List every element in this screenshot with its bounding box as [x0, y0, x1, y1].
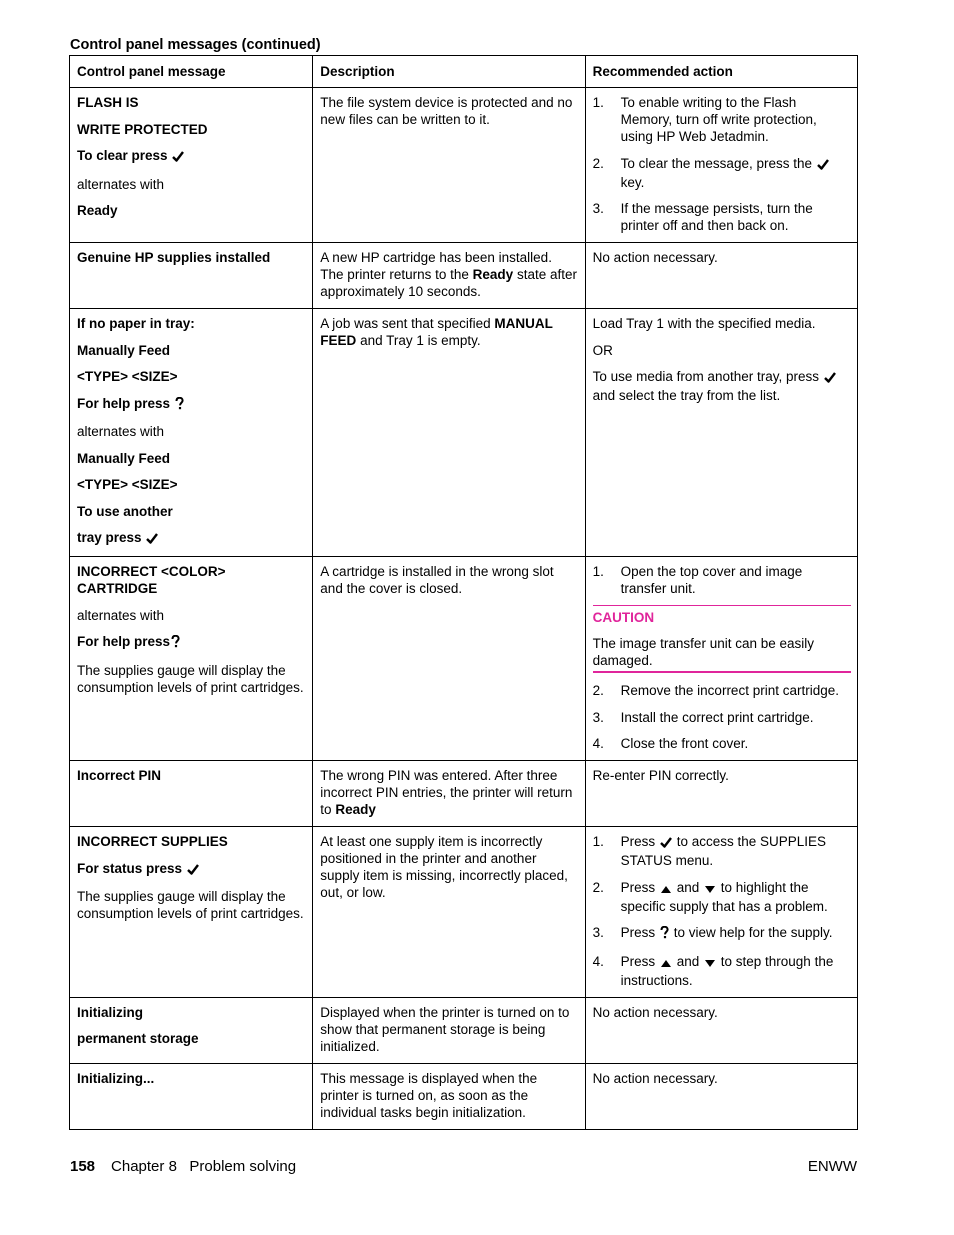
description-text: Displayed when the printer is turned on to show that permanent storage is being initialized.	[320, 1004, 570, 1054]
message-line: <TYPE> <SIZE>	[77, 369, 178, 384]
message-cell	[70, 1063, 313, 1129]
action-step: 1. Press to access the SUPPLIES STATUS menu.	[592, 834, 827, 868]
checkmark-icon	[172, 149, 184, 166]
page-footer-left	[70, 1158, 296, 1175]
control-panel-messages-table	[69, 55, 858, 1130]
action-step: 4. Close the front cover.	[592, 736, 749, 751]
down-arrow-icon	[704, 955, 716, 972]
description-cell	[313, 1063, 585, 1129]
description-text: The file system device is protected and no new files can be written to it.	[320, 95, 573, 127]
section-title: Control panel messages (continued)	[70, 37, 321, 53]
action-steps	[593, 833, 851, 989]
table-header-row	[70, 56, 858, 88]
action-step: 3. If the message persists, turn the printer off and then back on.	[592, 201, 813, 233]
message-cell	[70, 557, 313, 761]
checkmark-icon	[146, 531, 158, 548]
caution-heading: CAUTION	[592, 610, 655, 625]
action-step: 2. Press and to highlight the specific supply that has a problem.	[592, 879, 828, 914]
message-line: WRITE PROTECTED	[77, 121, 208, 137]
message-line: To use another	[77, 503, 173, 519]
checkmark-icon	[187, 862, 199, 879]
caution-text: The image transfer unit can be easily damaged.	[592, 636, 815, 668]
action-steps	[593, 682, 851, 752]
description-cell	[313, 243, 585, 309]
action-cell	[585, 557, 857, 761]
action-steps	[593, 563, 851, 597]
column-header: Control panel message	[70, 56, 313, 88]
table-row	[70, 827, 858, 998]
checkmark-icon	[824, 370, 836, 387]
message-line: Manually Feed	[77, 342, 171, 358]
page-number: 158	[70, 1158, 96, 1175]
message-line: alternates with	[77, 607, 165, 623]
message-line: FLASH IS	[77, 95, 139, 110]
checkmark-icon	[660, 835, 672, 852]
message-line: Genuine HP supplies installed	[77, 250, 271, 265]
description-text: The wrong PIN was entered. After three incorrect PIN entries, the printer will return to Ready	[320, 768, 573, 817]
message-line: The supplies gauge will display the consumption levels of print cartridges.	[77, 662, 304, 695]
question-mark-icon	[660, 926, 669, 943]
message-cell	[70, 827, 313, 998]
action-cell	[585, 997, 857, 1063]
message-cell	[70, 88, 313, 243]
action-step: 3. Install the correct print cartridge.	[592, 709, 814, 725]
caution-box	[593, 605, 851, 673]
action-cell	[585, 1063, 857, 1129]
message-line: If no paper in tray:	[77, 316, 195, 331]
description-cell	[313, 309, 585, 557]
action-text: No action necessary.	[592, 250, 718, 265]
message-cell	[70, 243, 313, 309]
message-cell	[70, 997, 313, 1063]
message-line: <TYPE> <SIZE>	[77, 477, 178, 492]
action-text: OR	[592, 342, 613, 358]
message-line: To clear press	[77, 147, 306, 166]
table-row	[70, 1063, 858, 1129]
message-line: tray press	[77, 529, 306, 548]
checkmark-icon	[817, 157, 829, 174]
down-arrow-icon	[704, 881, 716, 898]
column-header: Recommended action	[585, 56, 857, 88]
table-row	[70, 243, 858, 309]
action-step: 2. To clear the message, press the key.	[593, 155, 851, 191]
message-line: For help press	[77, 633, 306, 652]
description-cell	[313, 997, 585, 1063]
action-text: To use media from another tray, press and select the tray from the list.	[593, 368, 851, 404]
message-line: Initializing...	[77, 1070, 155, 1086]
action-cell	[585, 88, 857, 243]
message-line: alternates with	[77, 176, 165, 192]
up-arrow-icon	[660, 881, 672, 898]
action-text: Load Tray 1 with the specified media.	[592, 316, 816, 331]
message-line: Manually Feed	[77, 450, 171, 466]
message-cell	[70, 761, 313, 827]
description-text: A cartridge is installed in the wrong slot and the cover is closed.	[320, 564, 554, 596]
up-arrow-icon	[660, 955, 672, 972]
action-cell	[585, 243, 857, 309]
description-cell	[313, 761, 585, 827]
description-cell	[313, 557, 585, 761]
action-cell	[585, 761, 857, 827]
description-text: At least one supply item is incorrectly positioned in the printer and another supply item is missing, incorrectly placed, out, or low.	[320, 834, 568, 900]
question-mark-icon	[171, 635, 180, 652]
question-mark-icon	[175, 397, 184, 414]
table-row	[70, 997, 858, 1063]
message-line: The supplies gauge will display the consumption levels of print cartridges.	[77, 889, 304, 921]
message-line: permanent storage	[77, 1031, 199, 1046]
action-step: 2. Remove the incorrect print cartridge.	[592, 683, 839, 698]
action-steps	[593, 94, 851, 234]
column-header: Description	[313, 56, 585, 88]
message-line: For status press	[77, 860, 306, 879]
description-text: This message is displayed when the printer is turned on, as soon as the individual tasks begin initialization.	[320, 1070, 538, 1120]
action-cell	[585, 309, 857, 557]
table-row	[70, 88, 858, 243]
action-text: No action necessary.	[592, 1004, 718, 1020]
action-text: No action necessary.	[592, 1070, 718, 1086]
message-line: INCORRECT <COLOR> CARTRIDGE	[77, 564, 226, 596]
action-step: 3. Press to view help for the supply.	[593, 924, 851, 943]
message-line: For help press	[77, 395, 306, 414]
table-row	[70, 557, 858, 761]
chapter-title: Chapter 8 Problem solving	[111, 1158, 297, 1175]
table-row	[70, 761, 858, 827]
table-row	[70, 309, 858, 557]
action-step: 1. To enable writing to the Flash Memory, turn off write protection, using HP Web Jetadmin.	[592, 95, 817, 144]
description-cell	[313, 88, 585, 243]
message-line: alternates with	[77, 424, 165, 439]
message-line: Incorrect PIN	[77, 768, 162, 783]
message-line: INCORRECT SUPPLIES	[77, 834, 228, 849]
message-cell	[70, 309, 313, 557]
description-text: A new HP cartridge has been installed. The printer returns to the Ready state after approximately 10 seconds.	[320, 250, 577, 299]
action-text: Re-enter PIN correctly.	[592, 768, 729, 783]
message-line: Ready	[77, 203, 118, 218]
page-footer-right: ENWW	[807, 1158, 857, 1175]
action-cell	[585, 827, 857, 998]
action-step: 4. Press and to step through the instructions.	[592, 953, 834, 988]
action-step: 1. Open the top cover and image transfer unit.	[592, 564, 803, 596]
description-cell	[313, 827, 585, 998]
message-line: Initializing	[77, 1004, 143, 1020]
description-text: A job was sent that specified MANUAL FEED and Tray 1 is empty.	[320, 316, 553, 348]
